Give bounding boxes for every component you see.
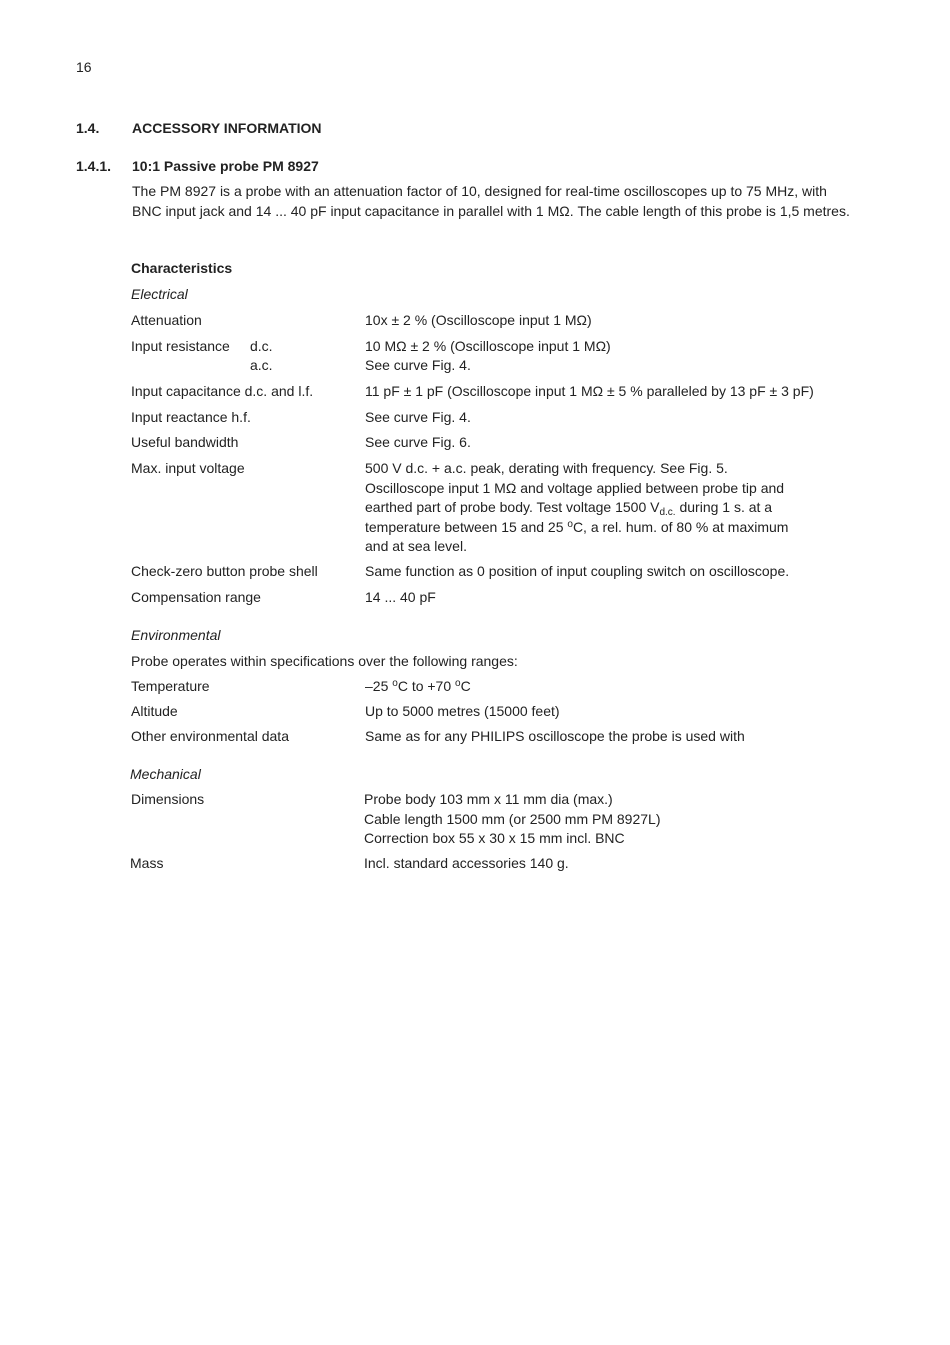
mechanical-heading: Mechanical bbox=[130, 766, 201, 782]
altitude-value: Up to 5000 metres (15000 feet) bbox=[365, 703, 560, 719]
compensation-label: Compensation range bbox=[131, 589, 261, 605]
altitude-label: Altitude bbox=[131, 703, 178, 719]
environmental-intro: Probe operates within specifications over the following ranges: bbox=[131, 653, 518, 669]
characteristics-heading: Characteristics bbox=[131, 260, 233, 276]
environmental-heading: Environmental bbox=[131, 627, 221, 643]
ac-value: See curve Fig. 4. bbox=[365, 357, 471, 373]
subsection-title: 10:1 Passive probe PM 8927 bbox=[132, 158, 319, 174]
other-environmental-value: Same as for any PHILIPS oscilloscope the probe is used with bbox=[365, 728, 745, 744]
max-voltage-line: Oscilloscope input 1 MΩ and voltage applied between probe tip and bbox=[365, 479, 785, 496]
bandwidth-value: See curve Fig. 6. bbox=[365, 434, 471, 450]
page-number: 16 bbox=[76, 59, 92, 75]
section-number: 1.4. bbox=[76, 120, 100, 136]
bandwidth-label: Useful bandwidth bbox=[131, 434, 239, 450]
max-voltage-value bbox=[365, 459, 788, 557]
other-environmental-label: Other environmental data bbox=[131, 728, 289, 744]
input-reactance-label: Input reactance h.f. bbox=[131, 409, 251, 425]
electrical-heading: Electrical bbox=[131, 286, 188, 302]
input-resistance-label: Input resistance bbox=[131, 338, 230, 354]
input-reactance-value: See curve Fig. 4. bbox=[365, 409, 471, 425]
dimensions-value bbox=[364, 790, 660, 849]
dimensions-label: Dimensions bbox=[131, 791, 205, 807]
dc-label: d.c. bbox=[250, 338, 273, 354]
attenuation-value: 10x ± 2 % (Oscilloscope input 1 MΩ) bbox=[365, 312, 592, 328]
intro-paragraph: The PM 8927 is a probe with an attenuation factor of 10, designed for real-time oscilloscopes up to 75 MHz, with BNC input jack and 14 ... 40 pF input capacitance in parallel with 1 MΩ. The cable length of this probe is 1,5 metres. bbox=[132, 183, 850, 219]
max-voltage-line: 500 V d.c. + a.c. peak, derating with frequency. See Fig. 5. bbox=[365, 460, 728, 476]
input-capacitance-label: Input capacitance d.c. and l.f. bbox=[131, 383, 314, 399]
temperature-value: –25 $^o$C to +70 $^o$C bbox=[365, 678, 471, 694]
input-capacitance-value: 11 pF ± 1 pF (Oscilloscope input 1 MΩ ± 5 % paralleled by 13 pF ± 3 pF) bbox=[365, 383, 814, 399]
mass-label: Mass bbox=[130, 855, 164, 871]
dimensions-line: Cable length 1500 mm (or 2500 mm PM 8927L) bbox=[364, 810, 661, 827]
ac-label: a.c. bbox=[250, 357, 273, 373]
mass-value: Incl. standard accessories 140 g. bbox=[364, 855, 569, 871]
check-zero-label: Check-zero button probe shell bbox=[131, 563, 318, 579]
max-voltage-line: temperature between 15 and 25 $^o$C, a rel. hum. of 80 % at maximum bbox=[365, 518, 789, 535]
max-voltage-line: earthed part of probe body. Test voltage 1500 $V_{d.c.}$ during 1 s. at a bbox=[365, 499, 773, 518]
compensation-value: 14 ... 40 pF bbox=[365, 589, 436, 605]
max-voltage-line: and at sea level. bbox=[365, 538, 467, 554]
subsection-number: 1.4.1. bbox=[76, 158, 112, 174]
dimensions-line: Correction box 55 x 30 x 15 mm incl. BNC bbox=[364, 830, 625, 846]
section-title: ACCESSORY INFORMATION bbox=[132, 120, 322, 136]
temperature-label: Temperature bbox=[131, 678, 210, 694]
attenuation-label: Attenuation bbox=[131, 312, 202, 328]
check-zero-value: Same function as 0 position of input coupling switch on oscilloscope. bbox=[365, 563, 790, 579]
max-voltage-label: Max. input voltage bbox=[131, 460, 245, 476]
dc-value: 10 MΩ ± 2 % (Oscilloscope input 1 MΩ) bbox=[365, 338, 611, 354]
dimensions-line: Probe body 103 mm x 11 mm dia (max.) bbox=[364, 791, 613, 807]
